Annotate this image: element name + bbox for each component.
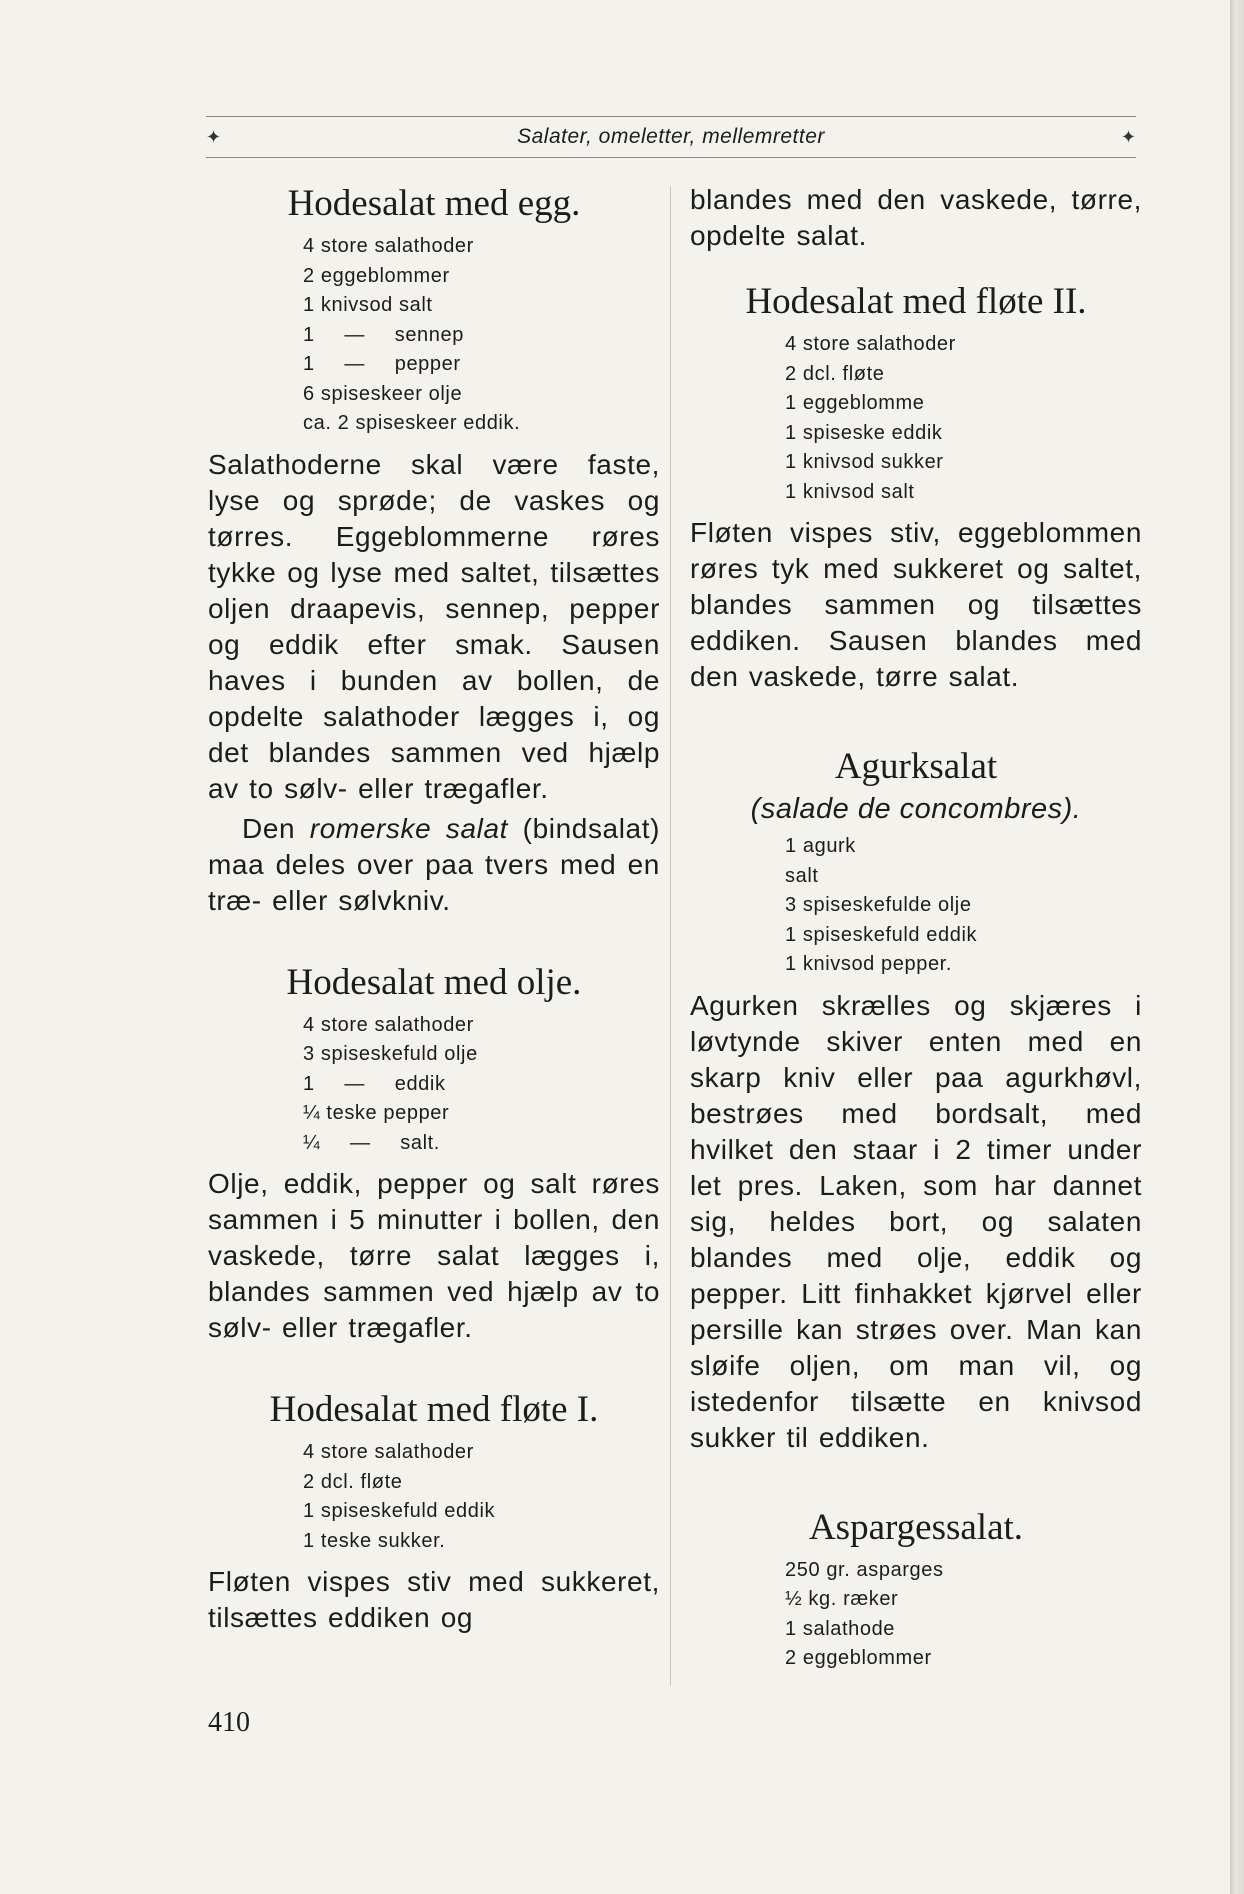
ingredient-list bbox=[208, 1438, 660, 1556]
page-edge bbox=[1230, 0, 1244, 1894]
ingredient: 4 store salathoder bbox=[303, 1013, 474, 1036]
note-text: (bindsalat) maa deles over paa tvers med en træ- eller sølvkniv. bbox=[208, 812, 661, 916]
ditto-mark: — bbox=[344, 323, 366, 346]
ingredient bbox=[303, 1129, 660, 1159]
ingredient: 4 store salathoder bbox=[785, 333, 956, 355]
ingredient: 1 knivsod sukker bbox=[785, 451, 944, 473]
ingredient: 3 spiseskefulde olje bbox=[785, 894, 972, 916]
ingredient bbox=[303, 1070, 660, 1100]
recipe-hodesalat-med-flote-2 bbox=[690, 280, 1142, 695]
ingredient: 2 eggeblommer bbox=[303, 264, 450, 287]
ingredient-list bbox=[690, 832, 1142, 980]
ingredient-list bbox=[208, 1011, 660, 1159]
ingredient-list bbox=[690, 330, 1142, 507]
ingredient: 1 spiseskefuld eddik bbox=[785, 923, 978, 946]
left-column bbox=[208, 182, 660, 1640]
ingredient-qty: 1 bbox=[303, 323, 315, 346]
recipe-title: Agurksalat bbox=[834, 746, 998, 787]
ingredient-name: eddik bbox=[394, 1072, 446, 1095]
ditto-mark: — bbox=[344, 353, 366, 375]
ingredient: 250 gr. asparges bbox=[785, 1558, 944, 1581]
ingredient: 1 eggeblomme bbox=[785, 392, 925, 414]
ingredient: 1 teske sukker. bbox=[303, 1529, 446, 1552]
recipe-hodesalat-med-flote-1 bbox=[208, 1388, 660, 1636]
recipe-aspargessalat bbox=[690, 1506, 1142, 1674]
ingredient-name: salt. bbox=[400, 1131, 440, 1154]
ditto-mark: — bbox=[344, 1072, 366, 1095]
ingredient: 1 agurk bbox=[785, 835, 856, 857]
ingredient-qty: 1 bbox=[303, 1072, 315, 1095]
recipe-title: Hodesalat med fløte I. bbox=[269, 1389, 599, 1430]
ornament-right-icon: ✦ bbox=[1120, 127, 1136, 147]
ingredient: 6 spiseskeer olje bbox=[303, 382, 463, 405]
ditto-mark: — bbox=[349, 1131, 371, 1154]
recipe-instructions: Olje, eddik, pepper og salt røres sammen i 5 minutter i bollen, den vaskede, tørre salat lægges i, blandes sammen ved hjælp av to sølv- eller trægafler. bbox=[208, 1168, 660, 1343]
recipe-agurksalat bbox=[690, 745, 1142, 1456]
ingredient-name: pepper bbox=[394, 353, 461, 375]
right-column bbox=[690, 182, 1142, 1682]
ingredient: 1 spiseske eddik bbox=[785, 421, 943, 444]
note-text: Den bbox=[242, 812, 310, 844]
recipe-note bbox=[208, 811, 660, 919]
ingredient: ½ kg. ræker bbox=[785, 1588, 899, 1610]
continued-text: blandes med den vaskede, tørre, opdelte salat. bbox=[690, 184, 1142, 251]
recipe-instructions: Salathoderne skal være faste, lyse og sprøde; de vaskes og tørres. Eggeblommerne røres tykke og lyse med saltet, tilsættes oljen draapevis, sennep, pepper og eddik efter smak. Sausen haves i bunden av bollen, de opdelte salathoder lægges i, og det blandes sammen ved hjælp av to sølv- eller trægafler. bbox=[208, 448, 660, 804]
recipe-title: Hodesalat med fløte II. bbox=[745, 281, 1087, 322]
recipe-instructions: Fløten vispes stiv med sukkeret, tilsættes eddiken og bbox=[208, 1566, 660, 1633]
ingredient: 2 dcl. fløte bbox=[785, 362, 885, 385]
recipe-instructions: Agurken skrælles og skjæres i løvtynde skiver enten med en skarp kniv eller paa agurkhøvl, bestrøes med bordsalt, med hvilket den staar i 2 timer under let pres. Laken, som har dannet sig, heldes bort, og salaten blandes med olje, eddik og pepper. Litt finhakket kjørvel eller persille kan strøes over. Man kan sløife oljen, om man vil, og istedenfor tilsætte en knivsod sukker til eddiken. bbox=[690, 989, 1142, 1453]
ingredient-list bbox=[208, 232, 660, 439]
ingredient-name: sennep bbox=[394, 323, 464, 346]
ingredient: 1 knivsod salt bbox=[303, 294, 433, 316]
ingredient: 1 knivsod salt bbox=[785, 480, 915, 503]
ornament-left-icon: ✦ bbox=[206, 127, 222, 147]
ingredient-qty: 1 bbox=[303, 353, 315, 375]
ingredient: 3 spiseskefuld olje bbox=[303, 1043, 478, 1065]
recipe-title: Hodesalat med olje. bbox=[286, 961, 582, 1003]
ingredient: 1 knivsod pepper. bbox=[785, 953, 952, 975]
recipe-hodesalat-med-olje bbox=[208, 961, 660, 1347]
ingredient-qty: ¼ bbox=[303, 1131, 321, 1154]
ingredient: 1 spiseskefuld eddik bbox=[303, 1500, 496, 1522]
ingredient bbox=[303, 350, 660, 380]
recipe-hodesalat-med-egg bbox=[208, 182, 660, 919]
running-title: Salater, omeletter, mellemretter bbox=[517, 125, 825, 148]
ingredient: ca. 2 spiseskeer eddik. bbox=[303, 412, 521, 434]
ingredient: 1 salathode bbox=[785, 1617, 896, 1640]
recipe-subtitle: (salade de concombres). bbox=[750, 793, 1082, 825]
ingredient: 4 store salathoder bbox=[303, 235, 474, 257]
recipe-instructions: Fløten vispes stiv, eggeblommen røres tyk med sukkeret og saltet, blandes sammen og tilsættes eddiken. Sausen blandes med den vaskede, tørre salat. bbox=[690, 517, 1142, 692]
ingredient bbox=[303, 321, 660, 351]
ingredient: salt bbox=[785, 864, 819, 887]
page-number: 410 bbox=[208, 1707, 250, 1738]
running-head bbox=[206, 116, 1136, 158]
ingredient: ¼ teske pepper bbox=[303, 1102, 450, 1124]
recipe-title: Hodesalat med egg. bbox=[287, 183, 581, 224]
ingredient: 2 dcl. fløte bbox=[303, 1470, 403, 1493]
ingredient: 4 store salathoder bbox=[303, 1441, 474, 1463]
column-divider bbox=[670, 186, 671, 1686]
ingredient: 2 eggeblommer bbox=[785, 1647, 932, 1669]
note-italic: romerske salat bbox=[309, 812, 509, 844]
ingredient-list bbox=[690, 1556, 1142, 1674]
recipe-title: Aspargessalat. bbox=[808, 1506, 1024, 1548]
